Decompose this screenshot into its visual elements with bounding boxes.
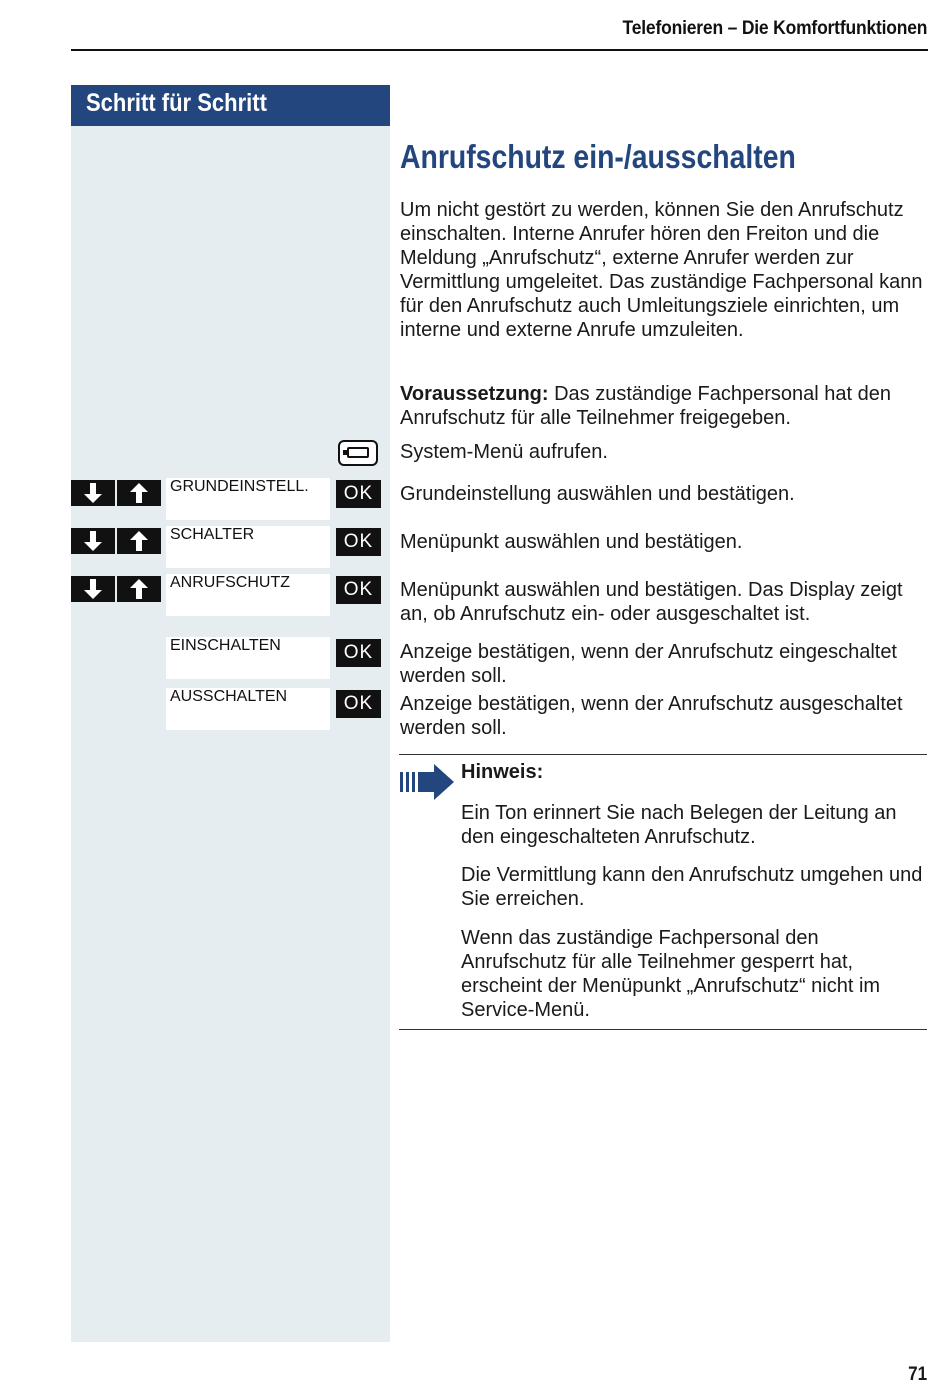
step-text: Anzeige bestätigen, wenn der Anrufschutz eingeschaltet werden soll. bbox=[400, 641, 897, 687]
step-text: Menüpunkt auswählen und bestätigen. bbox=[400, 531, 743, 553]
arrow-down-key-icon bbox=[71, 576, 115, 602]
arrow-up-key-icon bbox=[117, 480, 161, 506]
menu-item-label: AUSSCHALTEN bbox=[170, 688, 288, 705]
sidebar-heading-label: Schritt für Schritt bbox=[86, 89, 267, 117]
intro-paragraph: Um nicht gestört zu werden, können Sie den Anrufschutz einschalten. Interne Anrufer hören den Freiton und die Meldung „Anrufschutz“, externe Anrufer werden zur Vermittlung umgeleitet. Das zuständige Fachpersonal kann für den Anrufschutz auch Umleitungsziele einrichten, um interne und externe Anrufe umzuleiten. bbox=[400, 199, 923, 341]
note-paragraph: Die Vermittlung kann den Anrufschutz umgehen und Sie erreichen. bbox=[461, 864, 923, 910]
ok-key: OK bbox=[336, 576, 381, 604]
arrow-up-key-icon bbox=[117, 576, 161, 602]
display-menu-item bbox=[166, 688, 330, 730]
step-text: Menüpunkt auswählen und bestätigen. Das Display zeigt an, ob Anrufschutz ein- oder ausgeschaltet ist. bbox=[400, 579, 903, 625]
arrow-down-key-icon bbox=[71, 480, 115, 506]
menu-item-label: ANRUFSCHUTZ bbox=[170, 574, 290, 591]
hint-arrow-icon bbox=[400, 764, 456, 805]
prerequisite-text: Das zuständige Fachpersonal hat den Anrufschutz für alle Teilnehmer freigegeben. bbox=[400, 383, 891, 429]
note-title: Hinweis: bbox=[461, 761, 544, 783]
menu-item-label: SCHALTER bbox=[170, 526, 255, 543]
section-title: Anrufschutz ein-/ausschalten bbox=[400, 138, 796, 175]
ok-key: OK bbox=[336, 690, 381, 718]
menu-item-label: GRUNDEINSTELL. bbox=[170, 478, 309, 495]
ok-key: OK bbox=[336, 480, 381, 508]
step-text: System-Menü aufrufen. bbox=[400, 441, 608, 463]
sidebar-heading bbox=[71, 85, 390, 126]
display-menu-item bbox=[166, 574, 330, 616]
note-paragraph: Wenn das zuständige Fachpersonal den Anrufschutz für alle Teilnehmer gesperrt hat, erscheint der Menüpunkt „Anrufschutz“ nicht im Service-Menü. bbox=[461, 927, 881, 1021]
prerequisite-paragraph bbox=[400, 382, 928, 430]
arrow-down-key-icon bbox=[71, 528, 115, 554]
step-text: Anzeige bestätigen, wenn der Anrufschutz ausgeschaltet werden soll. bbox=[400, 693, 903, 739]
note-paragraph: Ein Ton erinnert Sie nach Belegen der Leitung an den eingeschalteten Anrufschutz. bbox=[461, 802, 897, 848]
note-top-rule bbox=[399, 754, 927, 755]
menu-item-label: EINSCHALTEN bbox=[170, 637, 281, 654]
display-menu-item bbox=[166, 637, 330, 679]
step-text: Grundeinstellung auswählen und bestätigen. bbox=[400, 483, 795, 505]
ok-key: OK bbox=[336, 528, 381, 556]
arrow-up-key-icon bbox=[117, 528, 161, 554]
running-header: Telefonieren – Die Komfortfunktionen bbox=[622, 18, 927, 39]
ok-key: OK bbox=[336, 639, 381, 667]
display-menu-item bbox=[166, 526, 330, 568]
prerequisite-label: Voraussetzung: bbox=[400, 383, 549, 405]
menu-key-icon bbox=[338, 440, 378, 466]
sidebar-column bbox=[71, 126, 390, 1342]
note-bottom-rule bbox=[399, 1029, 927, 1030]
display-menu-item bbox=[166, 478, 330, 520]
page-number: 71 bbox=[907, 1364, 927, 1385]
header-rule bbox=[71, 49, 928, 51]
